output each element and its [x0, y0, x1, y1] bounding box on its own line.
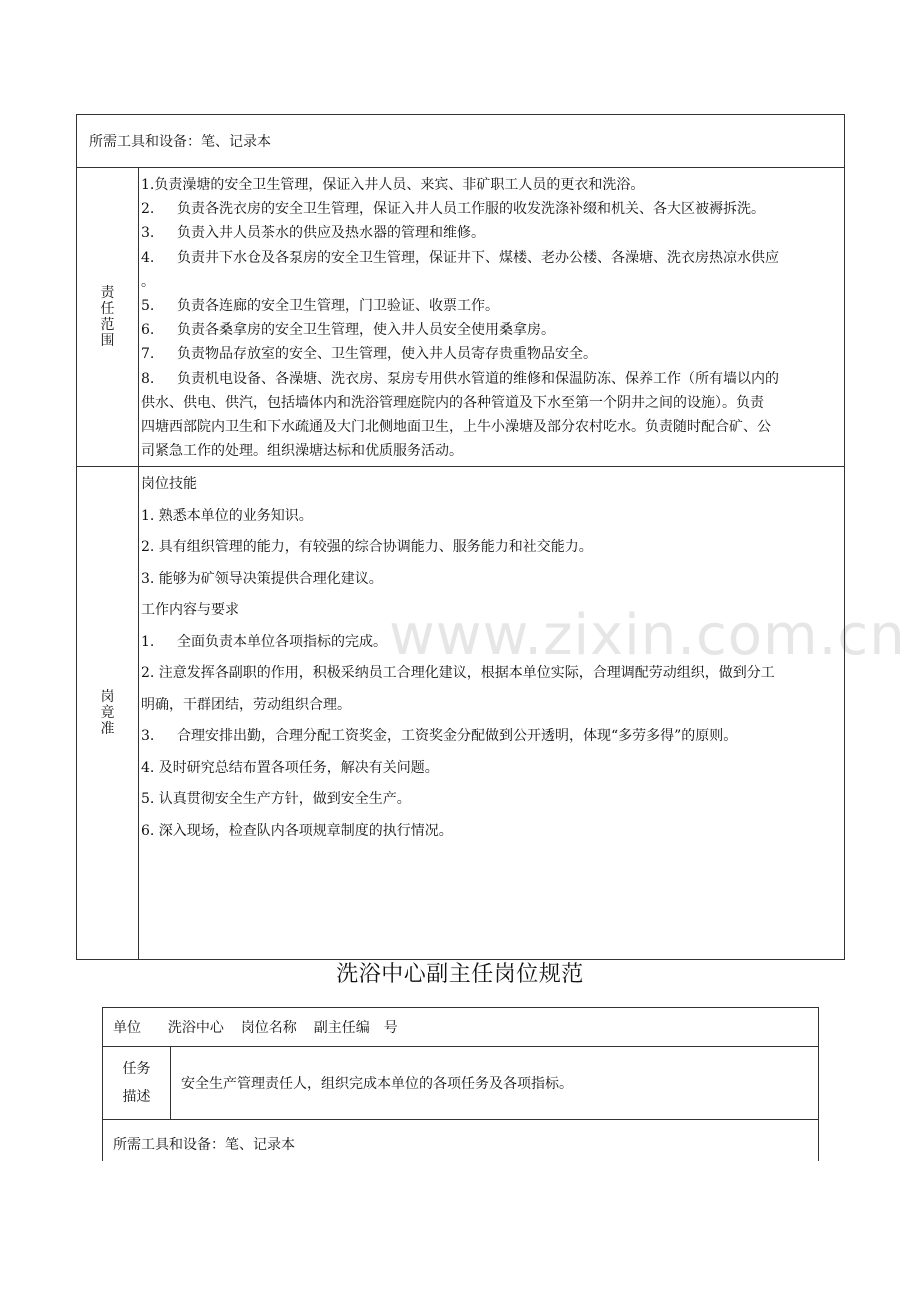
responsibility-content: [139, 168, 845, 467]
responsibility-label: [77, 168, 139, 467]
unit-value: 洗浴中心: [167, 1020, 224, 1036]
list-item: 6. 负责各桑拿房的安全卫生管理，使入井人员安全使用桑拿房。: [141, 322, 555, 339]
standard-content: [139, 467, 845, 960]
tools-cell: 所需工具和设备：笔、记录本: [77, 115, 845, 168]
unit-cell: [103, 1008, 819, 1047]
job-spec-table: [102, 1007, 819, 1169]
label-char: 责: [100, 285, 115, 301]
list-item-continuation: 司紧急工作的处理。组织澡塘达标和优质服务活动。: [141, 443, 463, 460]
unit-label: 单位: [113, 1020, 141, 1036]
list-item-continuation: 供水、供电、供汽，包括墙体内和洗浴管理庭院内的各种管道及下水至第一个阴井之间的设施）。负责: [141, 394, 764, 411]
label-char: 准: [100, 721, 115, 737]
list-item: 1.负责澡塘的安全卫生管理，保证入井人员、来宾、非矿职工人员的更衣和洗浴。: [141, 177, 645, 193]
list-item: 4. 及时研究总结布置各项任务，解决有关问题。: [141, 759, 439, 776]
post-value: 副主任: [313, 1020, 356, 1036]
label-char: 任: [100, 301, 115, 317]
skills-heading: 岗位技能: [141, 476, 197, 492]
list-item: 3. 合理安排出勤，合理分配工资奖金，工资奖金分配做到公开透明，体现“多劳多得”的原则。: [141, 728, 738, 744]
work-heading: 工作内容与要求: [141, 602, 239, 618]
list-item-continuation: 四塘西部院内卫生和下水疏通及大门北侧地面卫生，上牛小澡塘及部分农村吃水。负责随时配合矿、公: [141, 419, 771, 436]
label-char: 岗: [100, 689, 115, 705]
page-bottom-blank: [101, 1161, 821, 1302]
watermark-text: www.zixin.com.cn: [389, 603, 906, 668]
list-item-continuation: 明确，干群团结，劳动组织合理。: [141, 696, 351, 713]
list-item: 7. 负责物品存放室的安全、卫生管理，使入井人员寄存贵重物品安全。: [141, 346, 597, 363]
list-item: 3. 负责入井人员茶水的供应及热水器的管理和维修。: [141, 225, 485, 242]
task-row: [103, 1047, 819, 1120]
label-char: 范: [100, 317, 115, 333]
standard-row: [77, 467, 845, 960]
page-title: 洗浴中心副主任岗位规范: [336, 962, 584, 987]
tools-row: [77, 115, 845, 168]
tools-cell: 所需工具和设备：笔、记录本: [103, 1120, 819, 1169]
list-item: 2. 负责各洗衣房的安全卫生管理，保证入井人员工作服的收发洗涤补缀和机关、各大区被褥拆洗。: [141, 201, 765, 218]
unit-row: [103, 1008, 819, 1047]
standard-label: [77, 467, 139, 960]
task-label: 任务 描述: [103, 1047, 171, 1120]
task-text: 安全生产管理责任人，组织完成本单位的各项任务及各项指标。: [171, 1047, 819, 1120]
list-item: 5. 负责各连廊的安全卫生管理，门卫验证、收票工作。: [141, 298, 499, 315]
list-item: 6. 深入现场，检查队内各项规章制度的执行情况。: [141, 822, 453, 839]
list-item: 4. 负责井下水仓及各泵房的安全卫生管理，保证井下、煤楼、老办公楼、各澡塘、洗衣房热凉水供应: [141, 249, 779, 266]
list-item: 3. 能够为矿领导决策提供合理化建议。: [141, 570, 383, 587]
code-label: 编 号: [355, 1020, 398, 1036]
responsibility-row: [77, 168, 845, 467]
job-spec-table-continued: [76, 114, 845, 960]
list-item: 2. 具有组织管理的能力，有较强的综合协调能力、服务能力和社交能力。: [141, 539, 593, 555]
list-item: 1. 全面负责本单位各项指标的完成。: [141, 633, 387, 650]
list-item: 8. 负责机电设备、各澡塘、洗衣房、泵房专用供水管道的维修和保温防冻、保养工作（所有墙以内的: [141, 370, 779, 387]
list-item: 1. 熟悉本单位的业务知识。: [141, 507, 313, 524]
label-char: 竟: [100, 705, 115, 721]
list-item-tail: 。: [141, 273, 155, 290]
list-item: 5. 认真贯彻安全生产方针，做到安全生产。: [141, 791, 411, 807]
list-item: 2. 注意发挥各副职的作用，积极采纳员工合理化建议，根据本单位实际，合理调配劳动组织，做到分工: [141, 665, 775, 681]
label-char: 围: [100, 333, 115, 349]
post-label: 岗位名称: [240, 1020, 297, 1036]
